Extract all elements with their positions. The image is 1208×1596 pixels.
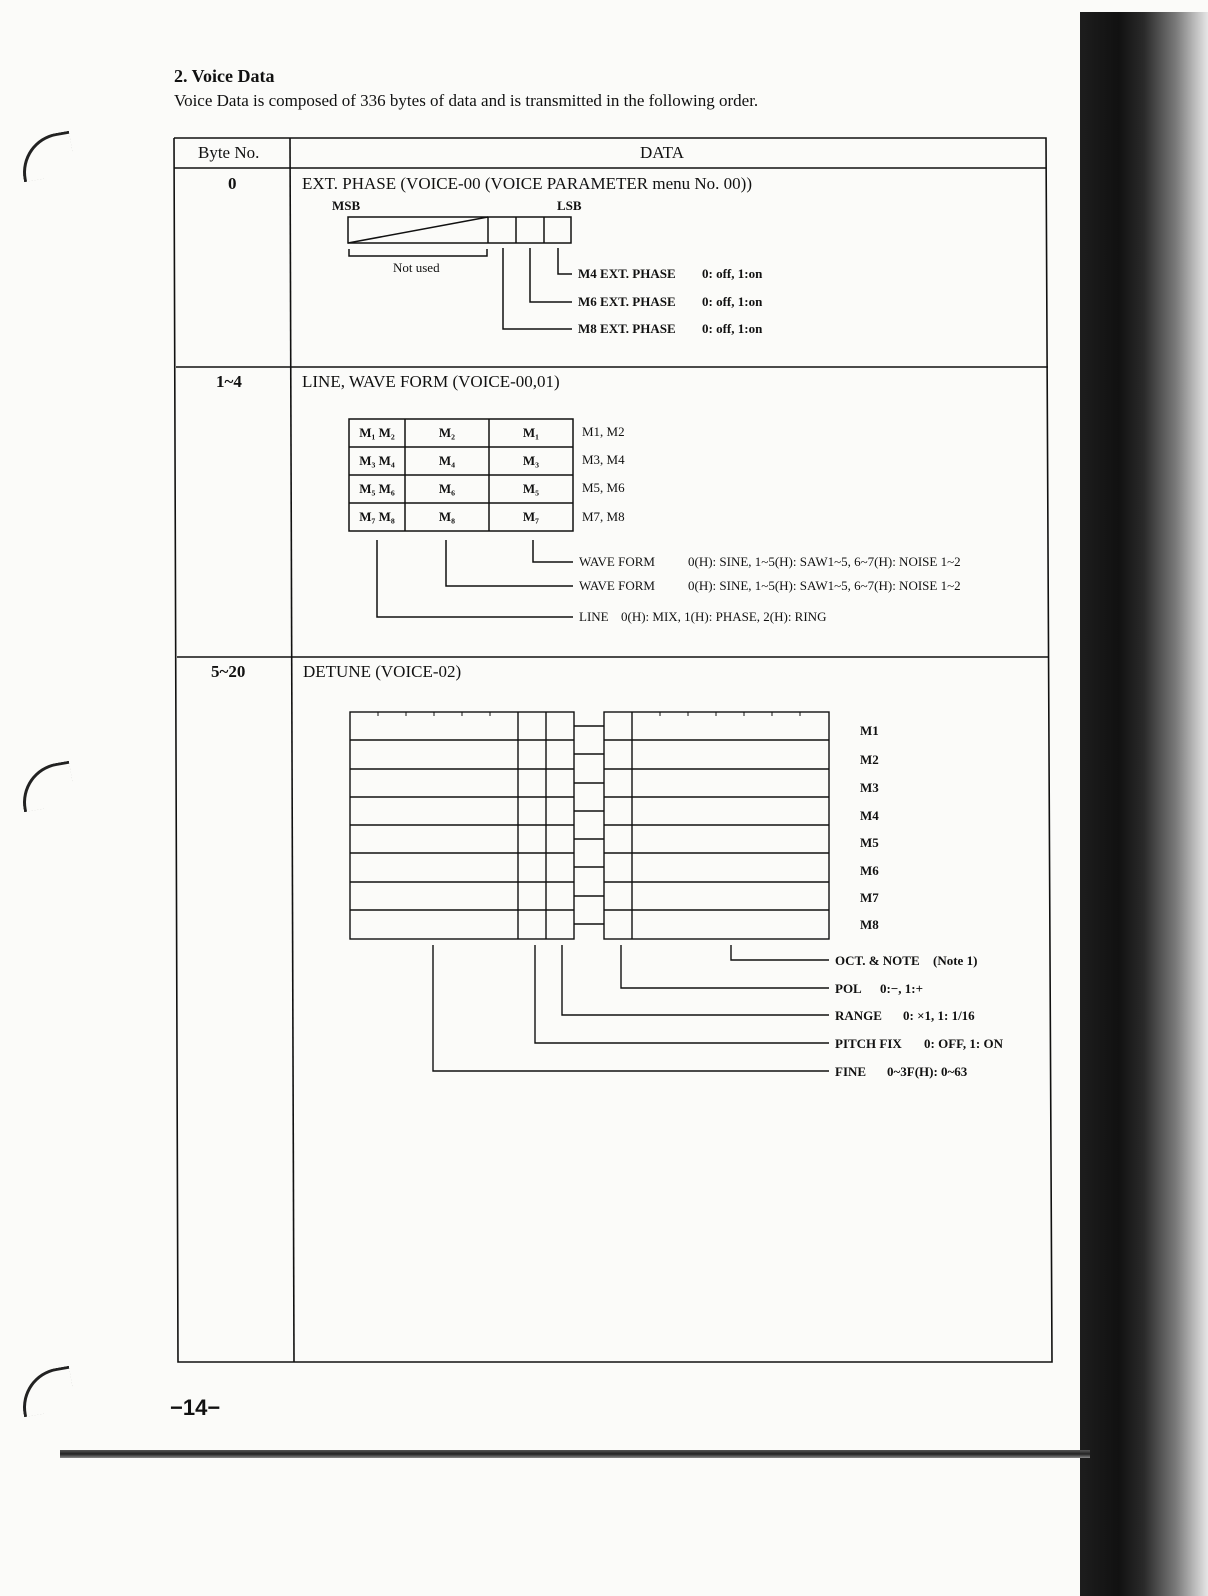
operator-label: M2	[860, 752, 879, 767]
field-name: LINE	[579, 609, 609, 624]
bit-values: 0: off, 1:on	[702, 294, 763, 309]
not-used-label: Not used	[393, 260, 440, 275]
field-name: POL	[835, 981, 862, 996]
field-name: OCT. & NOTE	[835, 953, 920, 968]
grid-cell: M₇	[522, 509, 540, 524]
bit-name: M8 EXT. PHASE	[578, 321, 676, 336]
grid-cell: M₈	[438, 509, 456, 524]
page-number: −14−	[170, 1395, 221, 1420]
field-values: 0~3F(H): 0~63	[887, 1064, 968, 1079]
field-name: WAVE FORM	[579, 554, 655, 569]
row-title: EXT. PHASE (VOICE-00 (VOICE PARAMETER menu No. 00))	[302, 174, 753, 193]
field-values: 0:−, 1:+	[880, 981, 923, 996]
grid-row-label: M1, M2	[582, 424, 625, 439]
byte-number: 5~20	[211, 662, 246, 681]
field-values: 0: OFF, 1: ON	[924, 1036, 1003, 1051]
row-title: DETUNE (VOICE-02)	[303, 662, 462, 681]
msb-label: MSB	[332, 198, 361, 213]
byte-number: 0	[228, 174, 237, 193]
grid-cell: M₃ M₄	[359, 453, 395, 468]
grid-row-label: M5, M6	[582, 480, 625, 495]
operator-label: M6	[860, 863, 879, 878]
field-values: 0(H): MIX, 1(H): PHASE, 2(H): RING	[621, 609, 827, 624]
grid-cell: M₁	[522, 425, 540, 440]
lsb-label: LSB	[557, 198, 582, 213]
grid-row-label: M7, M8	[582, 509, 625, 524]
field-name: PITCH FIX	[835, 1036, 902, 1051]
operator-label: M4	[860, 808, 879, 823]
field-name: FINE	[835, 1064, 867, 1079]
operator-label: M1	[860, 723, 879, 738]
col-header-data: DATA	[640, 143, 684, 162]
bit-name: M6 EXT. PHASE	[578, 294, 676, 309]
field-name: WAVE FORM	[579, 578, 655, 593]
field-values: 0: ×1, 1: 1/16	[903, 1008, 975, 1023]
section-intro: Voice Data is composed of 336 bytes of data and is transmitted in the following order.	[174, 91, 759, 110]
operator-label: M5	[860, 835, 879, 850]
byte-number: 1~4	[216, 372, 242, 391]
col-header-byte: Byte No.	[198, 143, 260, 162]
grid-cell: M₅	[522, 481, 540, 496]
row-title: LINE, WAVE FORM (VOICE-00,01)	[302, 372, 560, 391]
bit-name: M4 EXT. PHASE	[578, 266, 676, 281]
grid-cell: M₄	[438, 453, 456, 468]
field-values: 0(H): SINE, 1~5(H): SAW1~5, 6~7(H): NOISE 1~2	[688, 554, 961, 569]
grid-cell: M₃	[522, 453, 540, 468]
field-values: 0(H): SINE, 1~5(H): SAW1~5, 6~7(H): NOISE 1~2	[688, 578, 961, 593]
grid-cell: M₂	[438, 425, 456, 440]
operator-label: M8	[860, 917, 879, 932]
field-name: RANGE	[835, 1008, 882, 1023]
operator-label: M3	[860, 780, 879, 795]
grid-cell: M₆	[438, 481, 456, 496]
grid-cell: M₁ M₂	[359, 425, 395, 440]
grid-cell: M₇ M₈	[359, 509, 395, 524]
grid-cell: M₅ M₆	[359, 481, 395, 496]
operator-label: M7	[860, 890, 879, 905]
grid-row-label: M3, M4	[582, 452, 625, 467]
field-values: (Note 1)	[933, 953, 978, 968]
bit-values: 0: off, 1:on	[702, 321, 763, 336]
section-heading: 2. Voice Data	[174, 66, 275, 86]
bit-values: 0: off, 1:on	[702, 266, 763, 281]
